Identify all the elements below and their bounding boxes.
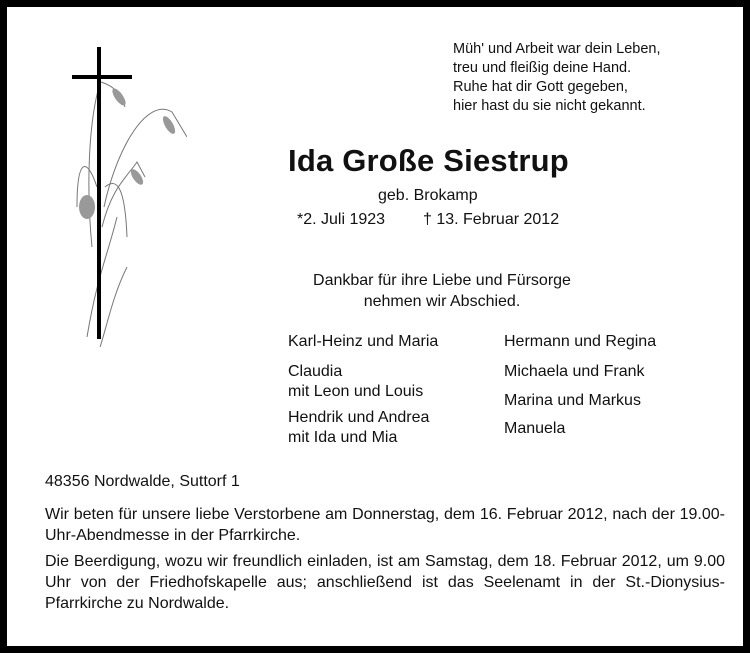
poem-line: hier hast du sie nicht gekannt. <box>453 98 646 114</box>
cross-with-grain-icon <box>57 37 187 347</box>
family-member: Manuela <box>504 420 566 437</box>
address: 48356 Nordwalde, Suttorf 1 <box>45 473 240 490</box>
poem-line: treu und fleißig deine Hand. <box>453 60 632 76</box>
family-member <box>288 362 423 402</box>
family-member: Karl-Heinz und Maria <box>288 333 439 350</box>
family-member: Marina und Markus <box>504 392 641 409</box>
prayer-paragraph: Wir beten für unsere liebe Verstorbene am Donnerstag, dem 16. Februar 2012, nach der 19.00-Uhr-Abendmesse in der Pfarrkirche. <box>45 506 725 544</box>
family-line: Claudia <box>288 363 343 380</box>
maiden-name: geb. Brokamp <box>378 187 478 204</box>
family-member: Hermann und Regina <box>504 333 657 350</box>
poem-line: Müh' und Arbeit war dein Leben, <box>453 41 661 57</box>
family-member <box>288 408 429 448</box>
poem <box>453 40 661 116</box>
deceased-name: Ida Große Siestrup <box>288 143 569 178</box>
poem-line: Ruhe hat dir Gott gegeben, <box>453 79 628 95</box>
thanks-line: Dankbar für ihre Liebe und Fürsorge <box>313 272 571 289</box>
birth-date: *2. Juli 1923 <box>297 211 386 228</box>
thanks-text <box>292 270 592 312</box>
family-member: Michaela und Frank <box>504 363 645 380</box>
family-line: mit Leon und Louis <box>288 383 424 400</box>
death-date: † 13. Februar 2012 <box>423 211 560 228</box>
funeral-paragraph: Die Beerdigung, wozu wir freundlich einladen, ist am Samstag, dem 18. Februar 2012, um 9.00 Uhr von der Friedhofskapelle aus; anschließend ist das Seelenamt in der St.-Dionysius-Pfarrkirche zu Nordwalde. <box>45 553 725 612</box>
family-line: mit Ida und Mia <box>288 429 398 446</box>
thanks-line: nehmen wir Abschied. <box>363 293 521 310</box>
family-line: Hendrik und Andrea <box>288 409 430 426</box>
